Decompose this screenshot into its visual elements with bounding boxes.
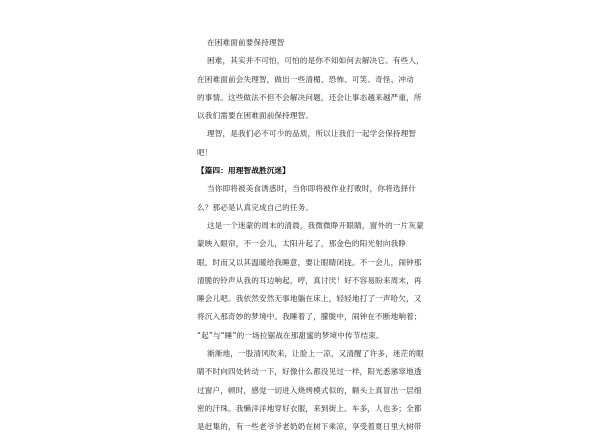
paragraph-line: 么？那必是认真完成自己的任务。 xyxy=(197,202,314,212)
paragraph-story xyxy=(197,217,424,345)
paragraph-line: 在困难面前会失理智，做出一些清楣、恐怖、可笑、奇怪、冲动 xyxy=(197,74,414,84)
title-text: 在困难面前要保持理智 xyxy=(207,38,285,47)
paragraph-line: 是赶集的，有一些老爷爷老奶奶在树下乘凉，享受着夏日里大树带 xyxy=(197,422,422,432)
paragraph-line: 密的汗珠。我懒洋洋地穿好衣服，来到街上。车多，人也多；全都 xyxy=(197,403,422,413)
paragraph-line: 眼，时而又以其温暖给我睡意，要让眼睛闭拢。不一会儿，闹钟那 xyxy=(197,257,422,267)
section-heading xyxy=(197,162,415,180)
paragraph-line: 这是一个迷蒙的周末的清晨，我微微睁开眼睛，窗外的一片灰蒙 xyxy=(207,220,424,230)
paragraph-line: 吧！ xyxy=(197,147,213,157)
paragraph-intro xyxy=(197,52,424,125)
paragraph-line: 睡会儿吧。我依然安然无事地躺在床上，轻轻地打了一声哈欠，又 xyxy=(197,294,422,304)
paragraph-line: 睛不时向四处转动一下，好像什么都没见过一样，阳光悉窸窣地透 xyxy=(197,367,422,377)
paragraph-line: 的事情。这些做法不但不会解决问题，还会让事态越来越严重，所 xyxy=(197,92,422,102)
paragraph-morning xyxy=(197,345,424,436)
paragraph-line: “起”与“睡”的一场拉锯战在那甜蜜的梦境中传节结束。 xyxy=(197,330,384,340)
paragraph-line: 清脆的铃声从我的耳边响起，哼，真讨厌！好不容易盼来周末，再 xyxy=(197,275,422,285)
paragraph-line: 将沉入那奇妙的梦境中。我睡着了，朦胧中，闹钟在不断地响着； xyxy=(197,312,422,322)
paragraph-line: 以我们需要在困难面前保持理智。 xyxy=(197,111,314,121)
paragraph-line: 过窗户，顿时，感觉一切进入烧烤模式似的，额头上真冒出一层细 xyxy=(197,385,422,395)
paragraph-question xyxy=(197,180,415,217)
paragraph-thesis xyxy=(197,125,415,162)
paragraph-line: 理智，是我们必不可少的品质，所以让我们一起学会保持理智 xyxy=(207,129,417,139)
paragraph-line: 当你即将被美食诱惑时，当你即将被作业打败时，你将选择什 xyxy=(207,184,417,194)
document-title xyxy=(197,34,415,52)
paragraph-line: 渐渐地，一股清风吹来，让脸上一凉，又清醒了许多，迷茫的眼 xyxy=(207,349,424,359)
paragraph-line: 蒙映入眼帘，不一会儿，太阳升起了，那金色的阳光射向我睁 xyxy=(197,239,407,249)
section-heading-text: 【篇四：用理智战胜沉迷】 xyxy=(197,166,290,176)
paragraph-line: 困难，其实并不可怕，可怕的是你不知如何去解决它。有些人， xyxy=(207,56,424,66)
document-body xyxy=(197,34,424,437)
